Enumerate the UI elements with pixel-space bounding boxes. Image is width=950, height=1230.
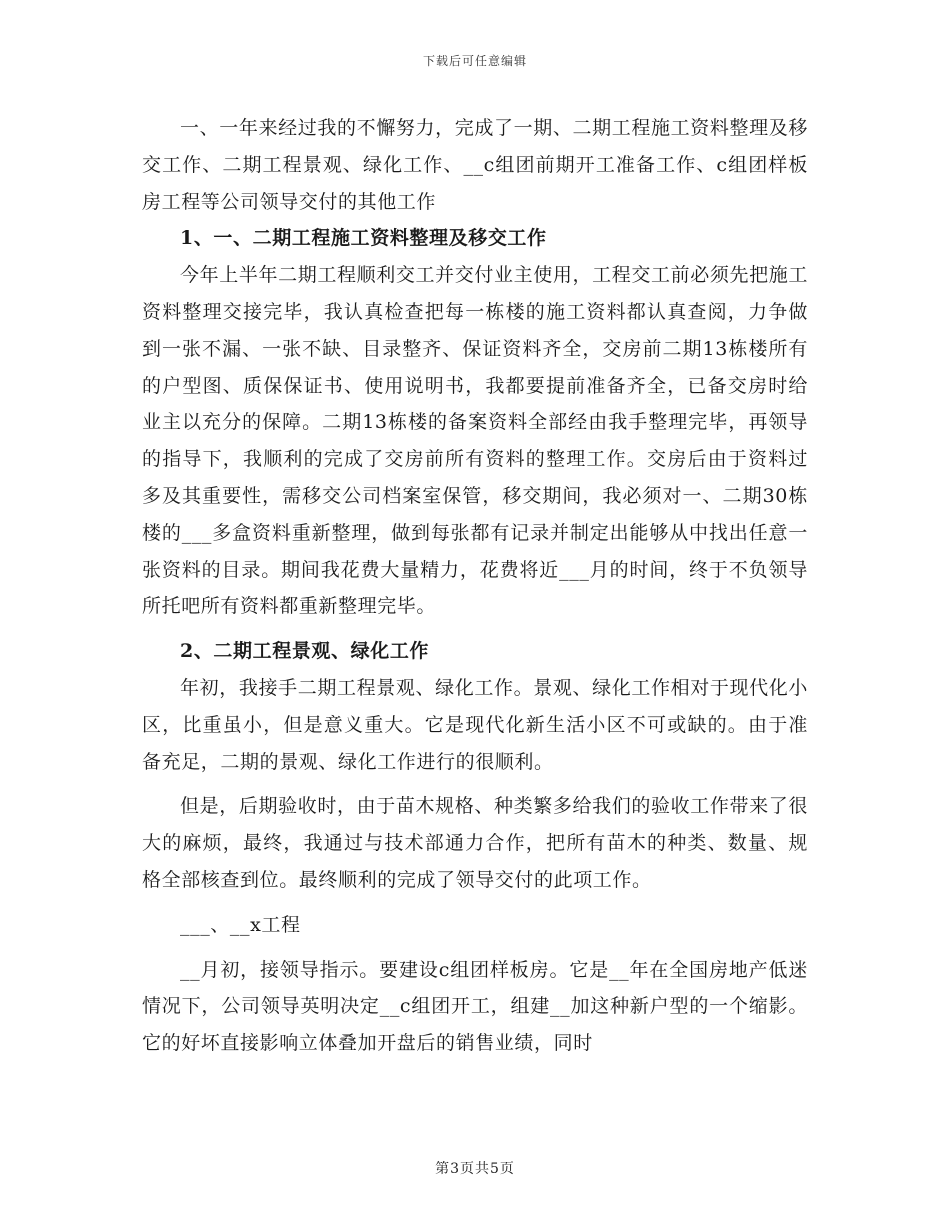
section-heading-1: 1、一、二期工程施工资料整理及移交工作	[180, 227, 547, 250]
paragraph-section-2a: 年初，我接手二期工程景观、绿化工作。景观、绿化工作相对于现代化小区，比重虽小，但是意义重大。它是现代化新生活小区不可或缺的。由于准备充足，二期的景观、绿化工作进行的很顺利。	[142, 676, 808, 773]
section-heading-3: ___、__x工程	[180, 913, 301, 936]
page-header: 下载后可任意编辑	[422, 54, 527, 68]
page-footer: 第3页共5页	[435, 1161, 515, 1177]
paragraph-section-2b: 但是，后期验收时，由于苗木规格、种类繁多给我们的验收工作带来了很大的麻烦，最终，我通过与技术部通力合作，把所有苗木的种类、数量、规格全部核查到位。最终顺利的完成了领导交付的此项工作。	[142, 795, 808, 891]
document-body	[142, 110, 808, 1062]
paragraph-section-3: __月初，接领导指示。要建设c组团样板房。它是__年在全国房地产低迷情况下，公司领导英明决定__c组团开工，组建__加这种新户型的一个缩影。它的好坏直接影响立体叠加开盘后的销售业绩，同时	[142, 958, 808, 1055]
section-heading-2: 2、二期工程景观、绿化工作	[180, 640, 430, 663]
paragraph-section-1: 今年上半年二期工程顺利交工并交付业主使用，工程交工前必须先把施工资料整理交接完毕，我认真检查把每一栋楼的施工资料都认真查阅，力争做到一张不漏、一张不缺、目录整齐、保证资料齐全，交房前二期13栋楼所有的户型图、质保保证书、使用说明书，我都要提前准备齐全，已备交房时给业主以充分的保障。二期13栋楼的备案资料全部经由我手整理完毕，再领导的指导下，我顺利的完成了交房前所有资料的整理工作。交房后由于资料过多及其重要性，需移交公司档案室保管，移交期间，我必须对一、二期30栋楼的___多盒资料重新整理，做到每张都有记录并制定出能够从中找出任意一张资料的目录。期间我花费大量精力，花费将近___月的时间，终于不负领导所托吧所有资料都重新整理完毕。	[142, 264, 808, 618]
paragraph-intro: 一、一年来经过我的不懈努力，完成了一期、二期工程施工资料整理及移交工作、二期工程景观、绿化工作、__c组团前期开工准备工作、c组团样板房工程等公司领导交付的其他工作	[142, 117, 808, 213]
